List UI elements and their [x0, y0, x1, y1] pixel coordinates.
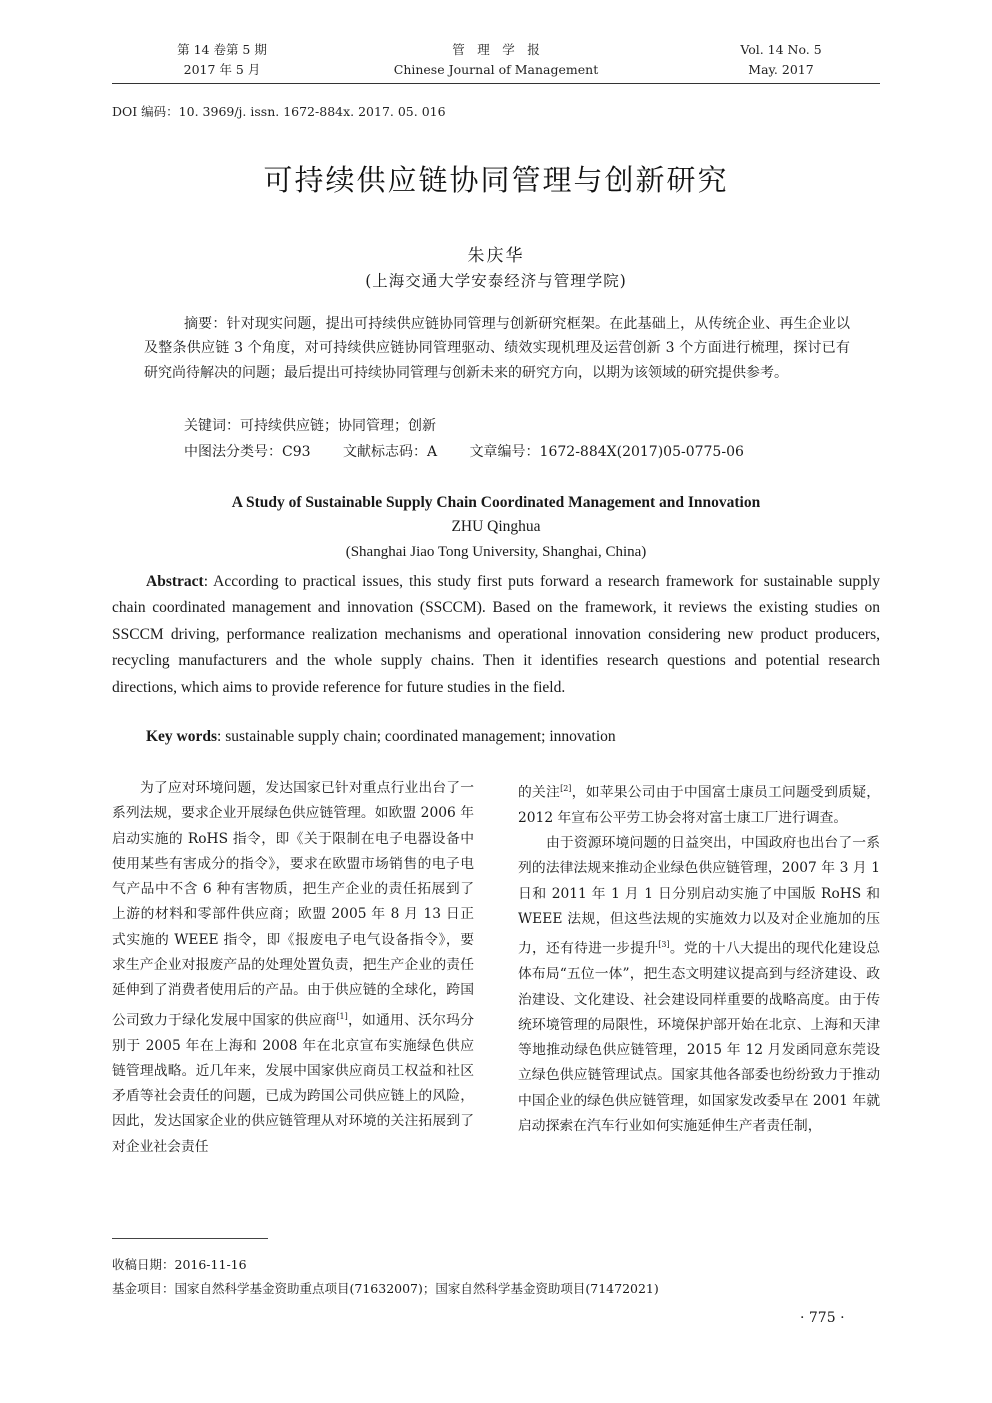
journal-name-en: Chinese Journal of Management [393, 62, 599, 77]
abstract-cn-text: 摘要：针对现实问题，提出可持续供应链协同管理与创新研究框架。在此基础上，从传统企业、再生企业以及整条供应链 3 个角度，对可持续供应链协同管理驱动、绩效实现机理及运营创新 3 个方面进行梳理，探讨已有研究尚待解决的问题；最后提出可持续协同管理与创新未来的研究方向，以期为该领域的研究提供参考。 [144, 316, 850, 381]
page-number: · 775 · [800, 1310, 845, 1326]
footnote-divider [112, 1238, 268, 1239]
journal-issue [142, 40, 302, 80]
citation: [2] [560, 784, 572, 793]
paper-title-en: A Study of Sustainable Supply Chain Coordinated Management and Innovation [231, 494, 761, 511]
body-paragraph: 为了应对环境问题，发达国家已针对重点行业出台了一系列法规，要求企业开展绿色供应链管理。如欧盟 2006 年启动实施的 RoHS 指令，即《关于限制在电子电器设备中使用某些有害成分的指令》，要求在欧盟市场销售的电子电气产品中不含 6 种有害物质，把生产企业的责任拓展到了上游的材料和零部件供应商；欧盟 2005 年 8 月 13 日正式实施的 WEEE 指令，即《报废电子电气设备指令》，要求生产企业对报废产品的处理处置负责，把生产企业的责任延伸到了消费者使用后的产品。由于供应链的全球化，跨国公司致力于绿化发展中国家的供应商[1]，如通用、沃尔玛分别于 2005 年在上海和 2008 年在北京宣布实施绿色供应链管理战略。近几年来，发展中国家供应商员工权益和社区矛盾等社会责任的问题，已成为跨国公司供应链上的风险，因此，发达国家企业的供应链管理从对环境的关注拓展到了对企业社会责任 [112, 780, 475, 1155]
article-number: 文章编号：1672-884X(2017)05-0775-06 [469, 444, 744, 460]
citation: [3] [658, 940, 670, 950]
doc-code: 文献标志码：A [342, 444, 438, 460]
abstract-en-label: Abstract [146, 573, 204, 590]
clc-code: 中图法分类号：C93 [184, 444, 311, 460]
body-column-left [112, 776, 474, 1160]
keywords-en [146, 728, 616, 746]
journal-issue-en [696, 40, 866, 80]
paper-title: 可持续供应链协同管理与创新研究 [263, 163, 729, 197]
received-date: 收稿日期：2016-11-16 [112, 1257, 247, 1272]
author-en: ZHU Qinghua [451, 518, 541, 535]
body-paragraph: 的关注[2]，如苹果公司由于中国富士康员工问题受到质疑，2012 年宣布公平劳工协会将对富士康工厂进行调查。 [518, 784, 881, 826]
journal-name-cn: 管 理 学 报 [452, 42, 540, 57]
volume-issue-en: Vol. 14 No. 5 [740, 42, 822, 57]
body-paragraph: 由于资源环境问题的日益突出，中国政府也出台了一系列的法律法规来推动企业绿色供应链管理，2007 年 3 月 1 日和 2011 年 1 月 1 日分别启动实施了中国版 RoHS 和 WEEE 法规，但这些法规的实施效力以及对企业施加的压力，还有待进一步提升[3]。党的十八大提出的现代化建设总体布局“五位一体”，把生态文明建议提高到与经济建设、政治建设、文化建设、社会建设同样重要的战略高度。由于传统环境管理的局限性，环境保护部开始在北京、上海和天津等地推动绿色供应链管理，2015 年 12 月发函同意东莞设立绿色供应链管理试点。国家其他各部委也纷纷致力于推动中国企业的绿色供应链管理，如国家发改委早在 2001 年就启动探索在汽车行业如何实施延伸生产者责任制， [518, 835, 881, 1135]
body-column-right [518, 776, 880, 1139]
classification [184, 441, 772, 461]
affiliation: (上海交通大学安泰经济与管理学院) [365, 272, 627, 290]
abstract-cn [144, 312, 850, 385]
fund-info: 基金项目：国家自然科学基金资助重点项目(71632007)；国家自然科学基金资助项目(71472021) [112, 1281, 659, 1296]
abstract-en [112, 569, 880, 701]
author: 朱庆华 [467, 246, 525, 266]
keywords-cn: 关键词：可持续供应链；协同管理；创新 [184, 418, 436, 434]
abstract-en-text: : According to practical issues, this study first puts forward a research framework for sustainable supply chain coordinated management and innovation (SSCCM). Based on the framework, it reviews the existing studies on SSCCM driving, performance realization mechanisms and operational innovation considering new product producers, recycling manufacturers and the whole supply chains. Then it identifies research questions and potential research directions, which aims to provide reference for future studies in the field. [112, 573, 880, 696]
keywords-en-text: : sustainable supply chain; coordinated management; innovation [217, 728, 616, 745]
issue-date: 2017 年 5 月 [183, 62, 261, 77]
doi: DOI 编码：10. 3969/j. issn. 1672-884x. 2017. 05. 016 [112, 104, 446, 119]
journal-name [346, 40, 646, 80]
header-divider [112, 83, 880, 84]
affiliation-en: (Shanghai Jiao Tong University, Shanghai, China) [345, 544, 647, 560]
citation: [1] [336, 1011, 348, 1021]
keywords-en-label: Key words [146, 728, 218, 745]
issue-date-en: May. 2017 [748, 62, 814, 77]
volume-issue: 第 14 卷第 5 期 [177, 42, 267, 57]
